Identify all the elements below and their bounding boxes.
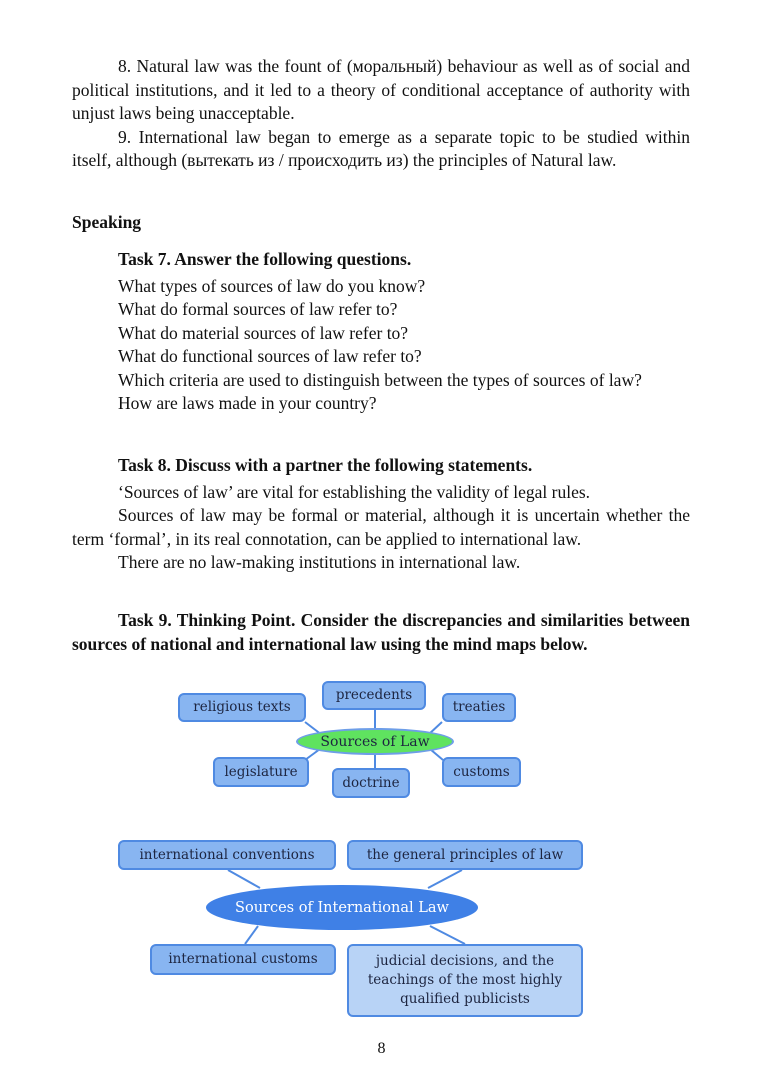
question: What types of sources of law do you know? xyxy=(118,275,426,296)
connector xyxy=(228,870,260,888)
node-treaties: treaties xyxy=(442,693,516,722)
page-number: 8 xyxy=(377,1040,386,1057)
node-legislature: legislature xyxy=(213,757,309,787)
task-7-heading: Task 7. Answer the following questions. xyxy=(118,249,412,269)
center-sources-of-law: Sources of Law xyxy=(296,728,454,755)
question: What do functional sources of law refer to? xyxy=(118,346,422,366)
question: How are laws made in your country? xyxy=(118,393,377,413)
statement: Sources of law may be formal or material, although it is uncertain whether the term ‘formal’, in its real connotation, can be applied to international law. xyxy=(72,505,690,549)
connector xyxy=(430,926,465,944)
paragraph-8: 8. Natural law was the fount of (моральный) behaviour as well as of social and political institutions, and it led to a theory of conditional acceptance of authority with unjust laws being unacceptable. xyxy=(72,56,690,123)
question: What do formal sources of law refer to? xyxy=(118,299,398,319)
question: What do material sources of law refer to? xyxy=(118,322,409,343)
task-8-heading: Task 8. Discuss with a partner the following statements. xyxy=(118,455,533,475)
node-international-customs: international customs xyxy=(150,944,336,975)
connector xyxy=(245,926,258,944)
connector xyxy=(428,870,462,888)
statement: There are no law-making institutions in international law. xyxy=(118,552,521,572)
task-9-heading: Task 9. Thinking Point. Consider the discrepancies and similarities between sources of national and international law using the mind maps below. xyxy=(72,610,690,654)
node-general-principles: the general principles of law xyxy=(347,840,583,870)
center-sources-of-international-law: Sources of International Law xyxy=(206,885,478,930)
node-international-conventions: international conventions xyxy=(118,840,336,870)
statement: ‘Sources of law’ are vital for establishing the validity of legal rules. xyxy=(118,481,591,502)
paragraph-9: 9. International law began to emerge as a separate topic to be studied within itself, although (вытекать из / происходить из) the principles of Natural law. xyxy=(72,126,690,170)
node-customs: customs xyxy=(442,757,521,787)
question: Which criteria are used to distinguish between the types of sources of law? xyxy=(118,369,642,390)
node-judicial-decisions: judicial decisions, and the teachings of the most highly qualified publicists xyxy=(347,944,583,1017)
speaking-heading: Speaking xyxy=(72,212,142,232)
node-religious-texts: religious texts xyxy=(178,693,306,722)
node-doctrine: doctrine xyxy=(332,768,410,798)
node-precedents: precedents xyxy=(322,681,426,710)
